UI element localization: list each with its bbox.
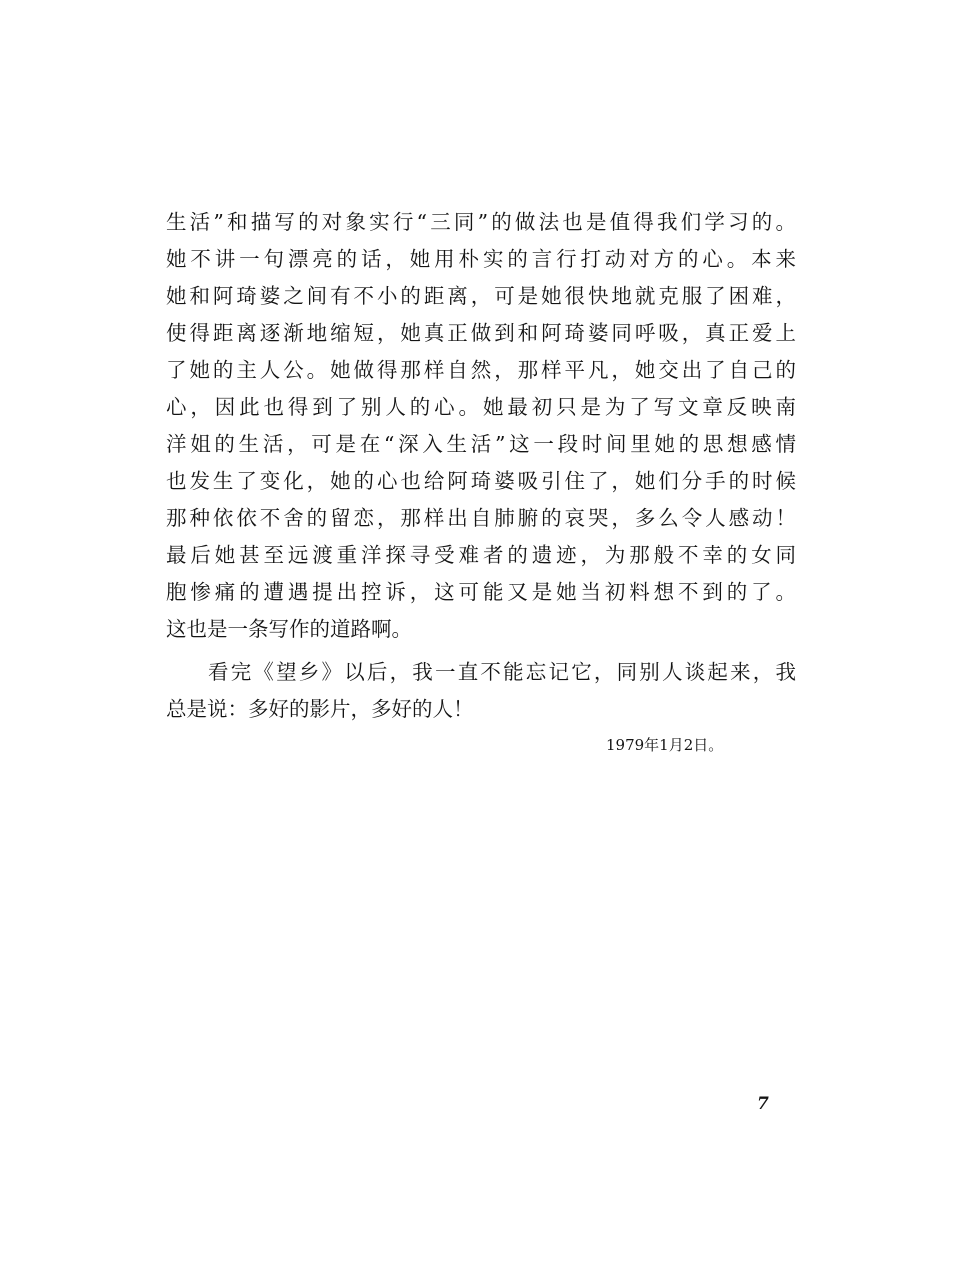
text-line: 那种依依不舍的留恋，那样出自肺腑的哀哭，多么令人感动！ <box>166 506 796 530</box>
paragraph-1 <box>166 204 796 648</box>
text-line: 生活”和描写的对象实行“三同”的做法也是值得我们学习的。 <box>166 210 796 234</box>
date-line: 1979年1月2日。 <box>606 736 724 754</box>
paragraph-2 <box>166 654 796 728</box>
text-line: 总是说：多好的影片，多好的人！ <box>166 697 474 721</box>
text-line: 她不讲一句漂亮的话，她用朴实的言行打动对方的心。本来 <box>166 247 796 271</box>
text-line: 胞惨痛的遭遇提出控诉，这可能又是她当初料想不到的了。 <box>166 580 796 604</box>
page-number: 7 <box>757 1094 769 1114</box>
text-line: 使得距离逐渐地缩短，她真正做到和阿琦婆同呼吸，真正爱上 <box>166 321 796 345</box>
text-line: 这也是一条写作的道路啊。 <box>166 617 412 641</box>
text-line: 最后她甚至远渡重洋探寻受难者的遗迹，为那般不幸的女同 <box>166 543 796 567</box>
text-line: 了她的主人公。她做得那样自然，那样平凡，她交出了自己的 <box>166 358 796 382</box>
text-line: 洋姐的生活，可是在“深入生活”这一段时间里她的思想感情 <box>166 432 796 456</box>
body-text <box>166 204 796 728</box>
text-line: 心，因此也得到了别人的心。她最初只是为了写文章反映南 <box>166 395 796 419</box>
text-line: 也发生了变化，她的心也给阿琦婆吸引住了，她们分手的时候 <box>166 469 796 493</box>
text-line: 她和阿琦婆之间有不小的距离，可是她很快地就克服了困难， <box>166 284 796 308</box>
text-line: 看完《望乡》以后，我一直不能忘记它，同别人谈起来，我 <box>208 660 796 684</box>
